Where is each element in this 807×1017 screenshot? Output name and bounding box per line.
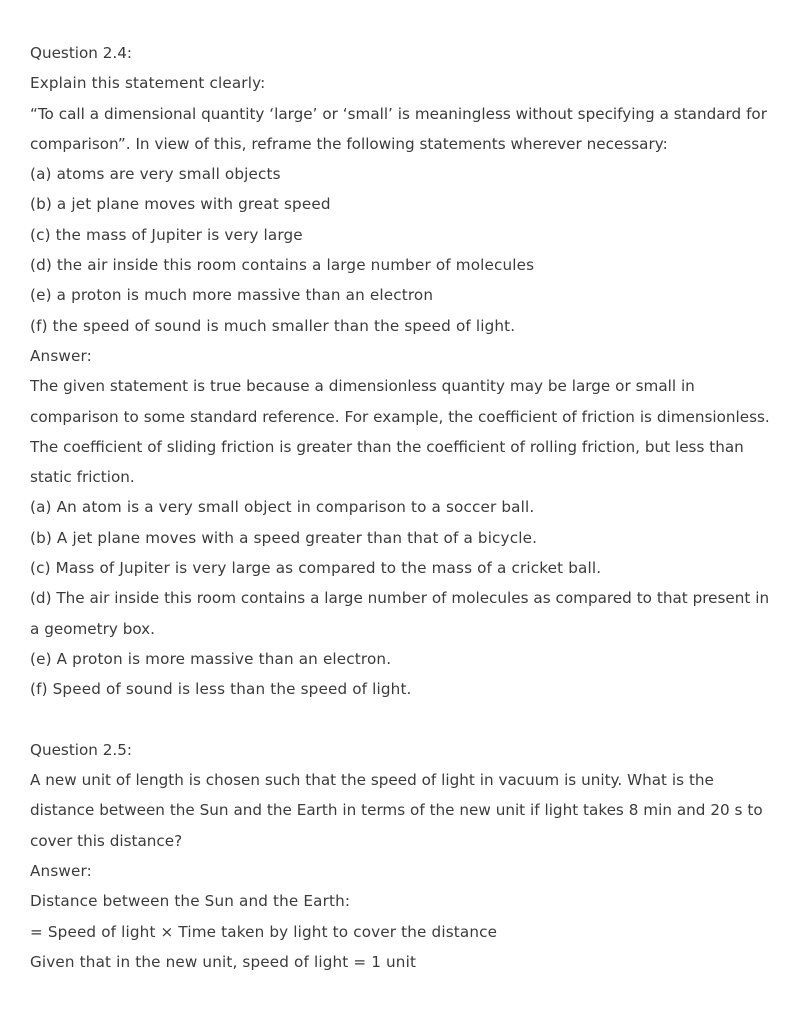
question-2-4-item-b: (b) a jet plane moves with great speed — [30, 195, 331, 214]
question-2-4-statement: “To call a dimensional quantity ‘large’ or ‘small’ is meaningless without specifying a standard for comparison”. In view of this, reframe the following statements wherever necessary: — [30, 104, 767, 153]
question-2-4-heading: Question 2.4: — [30, 44, 133, 62]
question-2-5-heading: Question 2.5: — [30, 740, 133, 759]
question-2-5-prompt: A new unit of length is chosen such that the speed of light in vacuum is unity. What is the distance between the Sun and the Earth in terms of the new unit if light takes 8 min and 20 s to cover this distance? — [30, 771, 763, 850]
question-2-4-item-f: (f) the speed of sound is much smaller than the speed of light. — [30, 316, 516, 335]
question-2-5-answer-line-1: Distance between the Sun and the Earth: — [30, 892, 351, 911]
question-2-4-answer-item-e: (e) A proton is more massive than an electron. — [30, 649, 392, 668]
question-2-4-item-e: (e) a proton is much more massive than an electron — [30, 286, 434, 305]
question-2-4-answer-item-b: (b) A jet plane moves with a speed greater than that of a bicycle. — [30, 528, 538, 547]
question-2-5-answer-line-3: Given that in the new unit, speed of light = 1 unit — [30, 952, 417, 971]
question-2-4-answer-item-f: (f) Speed of sound is less than the speed of light. — [30, 680, 412, 699]
question-2-4-answer-paragraph: The given statement is true because a dimensionless quantity may be large or small in comparison to some standard reference. For example, the coefficient of friction is dimensionless. The coefficient of sliding friction is greater than the coefficient of rolling friction, but less than static friction. — [30, 377, 770, 487]
question-2-4-answer-item-a: (a) An atom is a very small object in comparison to a soccer ball. — [30, 498, 535, 517]
question-2-4-item-c: (c) the mass of Jupiter is very large — [30, 225, 303, 244]
question-2-4-answer-item-d: (d) The air inside this room contains a large number of molecules as compared to that present in a geometry box. — [30, 589, 770, 638]
question-2-4-item-d: (d) the air inside this room contains a large number of molecules — [30, 256, 535, 275]
question-2-5-answer-line-2: = Speed of light × Time taken by light to cover the distance — [30, 922, 498, 941]
question-2-4-answer-label: Answer: — [30, 346, 92, 365]
question-2-5-answer-label: Answer: — [30, 862, 92, 881]
question-2-4-item-a: (a) atoms are very small objects — [30, 165, 281, 184]
question-2-4-answer-item-c: (c) Mass of Jupiter is very large as compared to the mass of a cricket ball. — [30, 559, 602, 578]
section-spacer — [30, 705, 775, 735]
question-2-4-prompt: Explain this statement clearly: — [30, 74, 266, 93]
